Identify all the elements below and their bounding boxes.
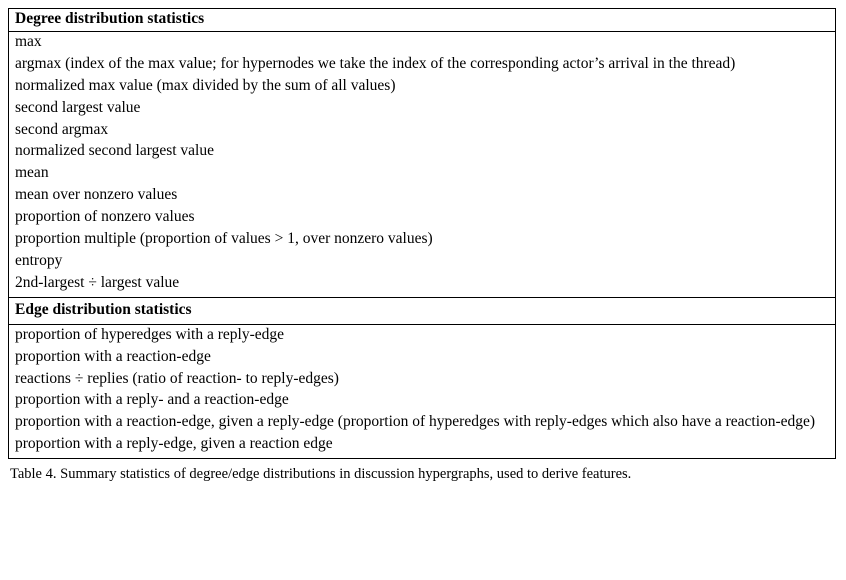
list-item: proportion of hyperedges with a reply-edge [15,325,285,343]
table-row [9,163,836,185]
section-heading-edge: Edge distribution statistics [9,297,836,324]
table-row [9,273,836,297]
table-row [9,141,836,163]
list-item: mean over nonzero values [15,186,178,204]
table-row [9,229,836,251]
caption-text: Summary statistics of degree/edge distributions in discussion hypergraphs, used to derive features. [60,466,632,483]
table-row [9,207,836,229]
list-item: proportion with a reply- and a reaction-edge [15,391,289,409]
list-item: argmax (index of the max value; for hypernodes we take the index of the corresponding actor’s arrival in the thread) [15,54,736,72]
summary-statistics-table [8,8,836,459]
table-row [9,297,836,324]
list-item: second argmax [15,120,109,138]
section-heading-degree: Degree distribution statistics [9,9,836,32]
table-row [9,251,836,273]
table-row [9,390,836,412]
table-body [9,9,836,459]
table-row [9,9,836,32]
table-row [9,31,836,53]
caption-label: Table 4. [10,466,57,483]
table-row [9,412,836,434]
list-item: second largest value [15,98,141,116]
table-row [9,54,836,76]
table-row [9,98,836,120]
list-item: normalized max value (max divided by the sum of all values) [15,76,396,94]
table-row [9,324,836,346]
list-item: reactions ÷ replies (ratio of reaction- to reply-edges) [15,369,339,387]
list-item: proportion with a reaction-edge, given a reply-edge (proportion of hyperedges with reply-edges which also have a reaction-edge) [15,413,816,431]
list-item: proportion with a reply-edge, given a reaction edge [15,435,333,453]
table-row [9,347,836,369]
table-row [9,369,836,391]
list-item: proportion of nonzero values [15,208,195,226]
list-item: proportion multiple (proportion of values > 1, over nonzero values) [15,230,433,248]
list-item: 2nd-largest ÷ largest value [15,273,180,291]
list-item: entropy [15,251,63,269]
table-row [9,120,836,142]
list-item: normalized second largest value [15,142,214,160]
list-item: max [15,32,42,50]
table-caption [8,465,838,483]
table-row [9,76,836,98]
list-item: proportion with a reaction-edge [15,347,211,365]
table-row [9,185,836,207]
table-row [9,434,836,458]
list-item: mean [15,164,49,182]
